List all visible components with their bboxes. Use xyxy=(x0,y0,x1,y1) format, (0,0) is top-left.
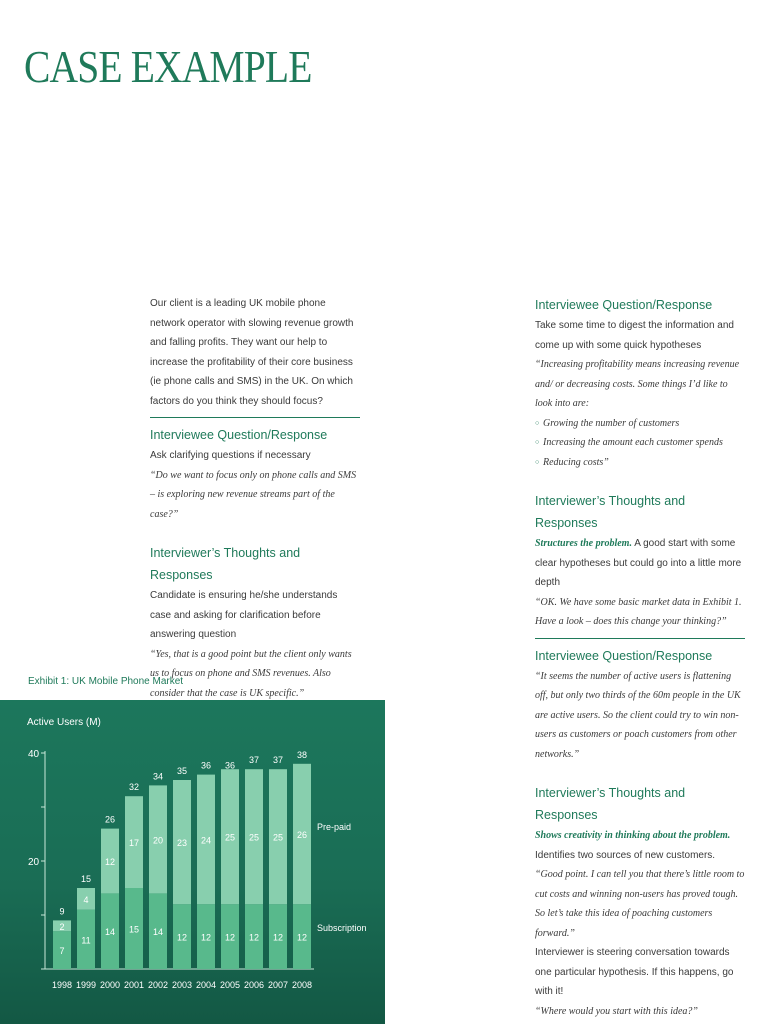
x-tick-label: 2003 xyxy=(171,980,193,990)
x-tick-label: 1999 xyxy=(75,980,97,990)
total-value-label: 37 xyxy=(272,755,284,766)
total-value-label: 15 xyxy=(80,874,92,884)
page-title: CASE EXAMPLE xyxy=(24,41,312,92)
right-section-4-text-2: Interviewer is steering conversation towards one particular hypothesis. If this happens, go with it! xyxy=(535,947,734,997)
right-section-2-quote: “OK. We have some basic market data in Exhibit 1. Have a look – does this change your thinking?” xyxy=(535,596,742,627)
x-tick-label: 2000 xyxy=(99,980,121,990)
left-section-1-text: Ask clarifying questions if necessary xyxy=(150,450,311,461)
legend-prepaid: Pre-paid xyxy=(317,822,352,832)
left-section-1-quote: “Do we want to focus only on phone calls and SMS – is exploring new revenue streams part of the case?” xyxy=(150,469,357,520)
right-section-4-heading: Interviewer’s Thoughts and Responses xyxy=(535,786,686,822)
prepaid-value-label: 23 xyxy=(176,838,188,849)
right-section-3-quote: “It seems the number of active users is flattening off, but only two thirds of the 60m people in the UK are active users. So the client could try to win non-users as customers or poach customers from other networks.” xyxy=(535,670,741,760)
right-section-2-heading: Interviewer’s Thoughts and Responses xyxy=(535,494,686,530)
subscription-value-label: 14 xyxy=(152,927,164,938)
x-tick-label: 2002 xyxy=(147,980,169,990)
right-section-4-text-1: Identifies two sources of new customers. xyxy=(535,849,716,861)
subscription-value-label: 11 xyxy=(81,935,91,946)
right-column xyxy=(535,294,745,1021)
total-value-label: 32 xyxy=(128,782,140,793)
hypothesis-list xyxy=(535,414,745,473)
x-tick-label: 1998 xyxy=(51,980,73,990)
hypothesis-item: ○ Reducing costs” xyxy=(535,453,745,473)
subscription-value-label: 7 xyxy=(59,946,65,957)
x-tick-label: 2004 xyxy=(195,980,217,990)
prepaid-value-label: 17 xyxy=(128,838,140,849)
subscription-value-label: 12 xyxy=(224,932,236,943)
x-tick-label: 2001 xyxy=(123,980,145,990)
hypothesis-item: ○ Increasing the amount each customer spends xyxy=(535,433,745,453)
case-intro: Our client is a leading UK mobile phone network operator with slowing revenue growth and falling profits. They want our help to increase the profitability of their core business (ie phone calls and SMS) in the UK. On which factors do you think they should focus? xyxy=(150,298,354,407)
right-section-4-emphasis: Shows creativity in thinking about the problem. xyxy=(535,830,731,841)
right-section-2-body: A good start with some clear hypotheses but could go into a little more depth xyxy=(535,538,742,588)
subscription-value-label: 12 xyxy=(248,932,260,943)
prepaid-value-label: 24 xyxy=(200,835,212,846)
prepaid-value-label: 20 xyxy=(152,835,164,846)
active-users-chart xyxy=(0,700,385,1024)
y-tick-label: 20 xyxy=(28,857,40,868)
left-section-2-heading: Interviewer’s Thoughts and Responses xyxy=(150,546,301,582)
subscription-value-label: 12 xyxy=(272,932,284,943)
y-tick-label: 40 xyxy=(28,749,40,760)
right-section-1-quote: “Increasing profitability means increasing revenue and/ or decreasing costs. Some things I’d like to look into are: xyxy=(535,359,740,409)
section-divider xyxy=(535,638,745,639)
total-value-label: 37 xyxy=(248,755,260,766)
prepaid-value-label: 2 xyxy=(59,921,65,932)
section-divider xyxy=(150,417,360,418)
y-axis-title: Active Users (M) xyxy=(27,717,101,728)
x-tick-label: 2007 xyxy=(267,980,289,990)
right-section-1-heading: Interviewee Question/Response xyxy=(535,298,713,312)
x-tick-label: 2005 xyxy=(219,980,241,990)
chart-panel xyxy=(0,700,385,1024)
right-section-2-emphasis: Structures the problem. xyxy=(535,538,632,549)
right-section-3-heading: Interviewee Question/Response xyxy=(535,648,713,663)
prepaid-value-label: 12 xyxy=(104,857,116,867)
total-value-label: 34 xyxy=(152,771,164,782)
prepaid-value-label: 26 xyxy=(296,830,308,840)
x-tick-label: 2006 xyxy=(243,980,265,990)
total-value-label: 36 xyxy=(200,760,212,771)
left-column xyxy=(150,294,360,703)
right-section-1-text: Take some time to digest the information and come up with some quick hypotheses xyxy=(535,320,734,351)
subscription-value-label: 12 xyxy=(176,932,188,943)
prepaid-value-label: 25 xyxy=(272,832,284,843)
right-section-4-quote-2: “Where would you start with this idea?” xyxy=(535,1005,698,1017)
subscription-value-label: 15 xyxy=(128,924,140,935)
prepaid-value-label: 25 xyxy=(248,832,260,843)
legend-subscription: Subscription xyxy=(317,923,367,933)
right-section-2-text xyxy=(535,534,745,593)
subscription-value-label: 14 xyxy=(104,927,116,938)
prepaid-value-label: 25 xyxy=(224,832,236,843)
total-value-label: 35 xyxy=(176,766,188,776)
x-tick-label: 2008 xyxy=(291,980,313,990)
subscription-value-label: 12 xyxy=(200,932,212,943)
right-section-4-quote-1: “Good point. I can tell you that there’s little room to cut costs and winning non-users has proved tough. So let’s take this idea of poaching customers forward.” xyxy=(535,869,745,939)
total-value-label: 26 xyxy=(104,814,116,825)
prepaid-value-label: 4 xyxy=(83,894,89,905)
total-value-label: 38 xyxy=(296,749,308,760)
hypothesis-item: ○ Growing the number of customers xyxy=(535,414,745,434)
total-value-label: 36 xyxy=(224,760,236,771)
exhibit-title: Exhibit 1: UK Mobile Phone Market xyxy=(28,676,184,687)
left-section-2-text: Candidate is ensuring he/she understands case and asking for clarification before answering question xyxy=(150,590,338,640)
left-section-2-quote: “Yes, that is a good point but the client only wants us to focus on phone and SMS revenues. Also consider that the case is UK specific.” xyxy=(150,648,352,699)
total-value-label: 9 xyxy=(59,906,65,917)
left-section-1-heading: Interviewee Question/Response xyxy=(150,428,328,442)
subscription-value-label: 12 xyxy=(296,932,308,943)
